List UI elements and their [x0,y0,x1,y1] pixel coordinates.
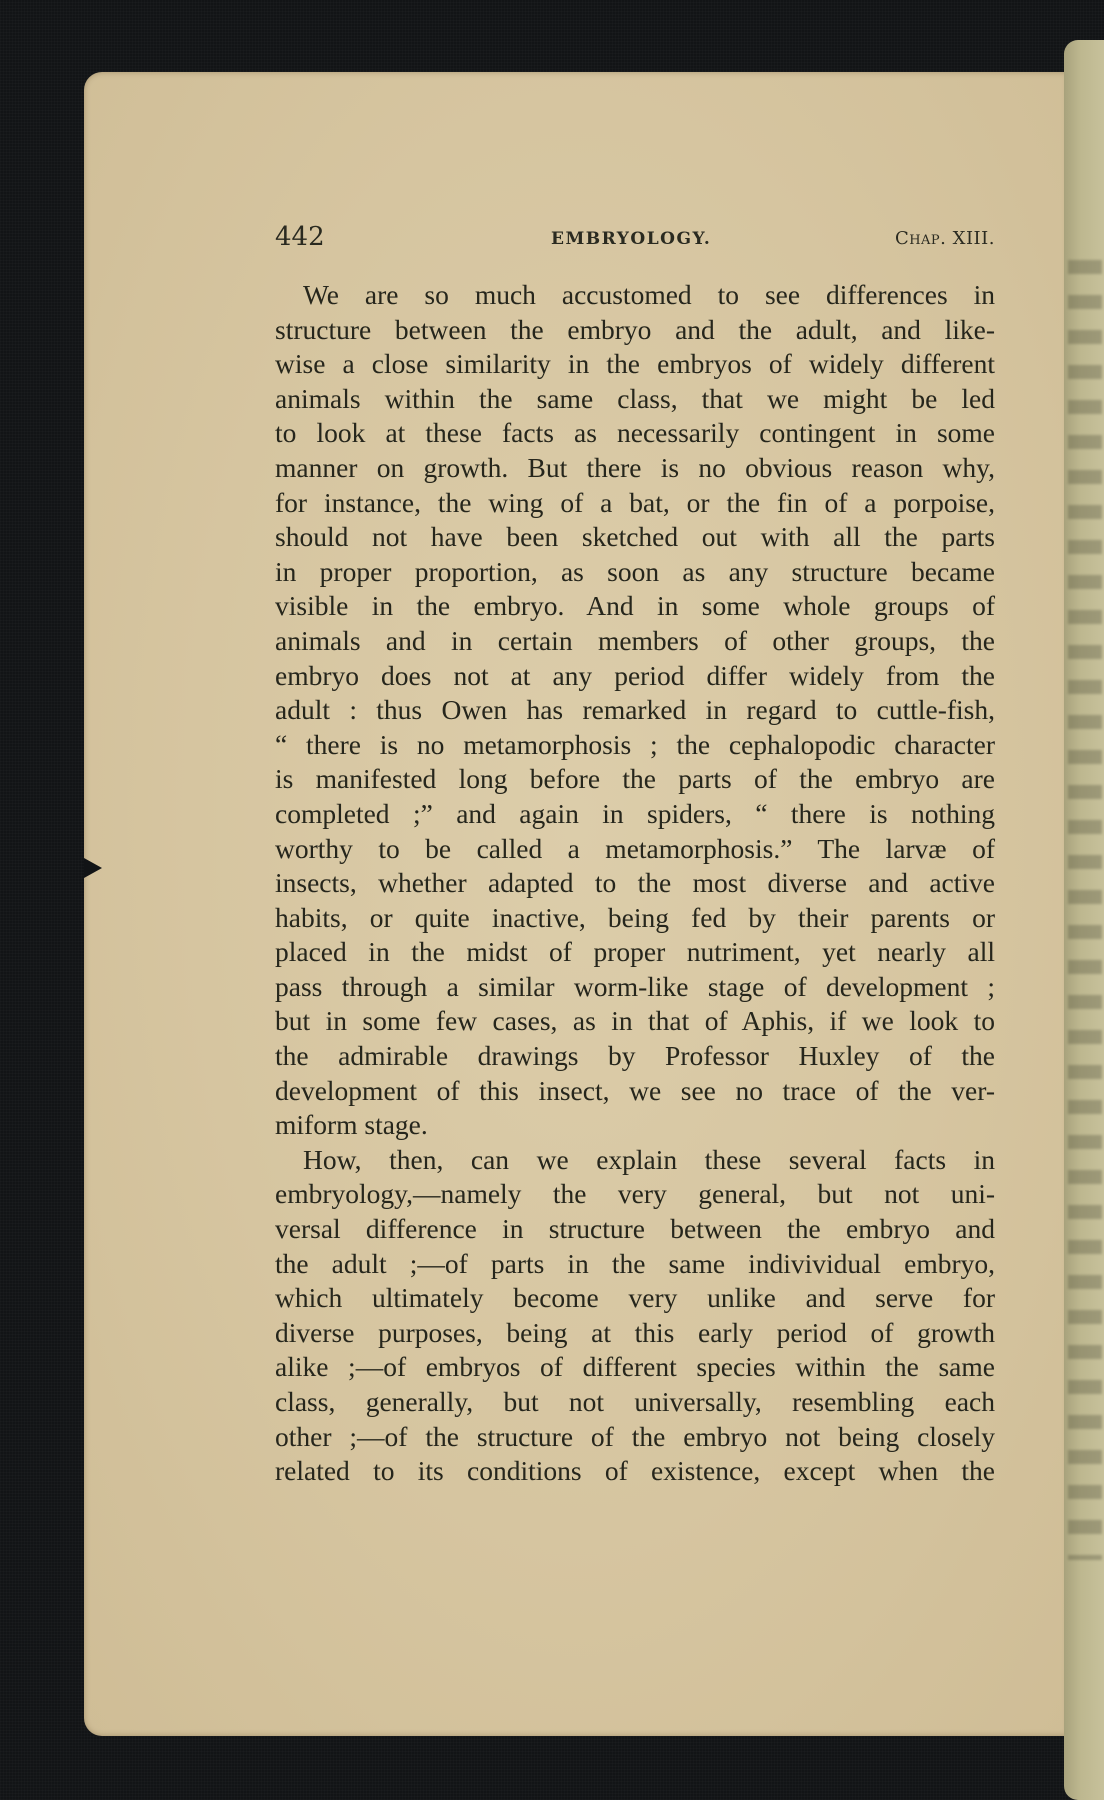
text-line: How, then, can we explain these several facts in [303,1143,995,1175]
bleed-through-text [1068,260,1102,1560]
text-line: animals and in certain members of other groups, the [275,624,995,656]
text-line: which ultimately become very unlike and serve for [275,1282,995,1314]
text-line: We are so much accustomed to see differences in [303,279,995,310]
text-line: related to its conditions of existence, except when the [275,1455,995,1487]
text-line: placed in the midst of proper nutriment, yet nearly all [275,936,995,968]
text-line: class, generally, but not universally, resembling each [275,1386,995,1417]
text-line: habits, or quite inactive, being fed by their parents or [275,901,995,933]
text-line: pass through a similar worm-like stage of development ; [275,970,995,1002]
running-head [275,222,995,252]
running-title: EMBRYOLOGY. [551,229,712,249]
text-line: manner on growth. But there is no obvious reason why, [275,451,995,483]
body-text [275,278,995,1489]
text-line: alike ;—of embryos of different species within the same [275,1351,995,1383]
text-line: adult : thus Owen has remarked in regard to cuttle-fish, [275,694,995,726]
text-line: in proper proportion, as soon as any structure became [275,555,995,587]
text-line: versal difference in structure between the embryo and [275,1213,995,1245]
page-marker-notch [84,858,102,878]
paragraph-2 [275,1143,995,1489]
next-page-edge [1064,40,1104,1800]
text-line: worthy to be called a metamorphosis.” The larvæ of [275,832,995,864]
text-line: should not have been sketched out with all the parts [275,521,995,553]
text-line: to look at these facts as necessarily contingent in some [275,417,995,449]
text-line: wise a close similarity in the embryos of widely different [275,348,995,380]
text-line: for instance, the wing of a bat, or the fin of a porpoise, [275,486,995,518]
page-number: 442 [275,222,325,252]
text-line: but in some few cases, as in that of Aphis, if we look to [275,1005,995,1037]
paragraph-1 [275,278,995,1143]
text-line: visible in the embryo. And in some whole groups of [275,590,995,622]
chapter-label: Chap. XIII. [894,228,995,249]
text-line: development of this insect, we see no trace of the ver- [275,1074,995,1106]
text-line: other ;—of the structure of the embryo not being closely [275,1420,995,1452]
text-line: structure between the embryo and the adult, and like- [275,313,995,345]
text-line: is manifested long before the parts of the embryo are [275,763,995,795]
text-line: “ there is no metamorphosis ; the cephalopodic character [275,728,995,760]
text-line: animals within the same class, that we might be led [275,382,995,414]
text-line: embryology,—namely the very general, but not uni- [275,1178,995,1210]
text-line: the admirable drawings by Professor Huxley of the [275,1040,995,1072]
text-line: the adult ;—of parts in the same indivividual embryo, [275,1247,995,1279]
text-line: completed ;” and again in spiders, “ there is nothing [275,797,995,829]
text-line: miform stage. [275,1109,428,1141]
text-line: embryo does not at any period differ widely from the [275,659,995,691]
text-line: insects, whether adapted to the most diverse and active [275,867,995,899]
text-line: diverse purposes, being at this early period of growth [275,1316,995,1348]
